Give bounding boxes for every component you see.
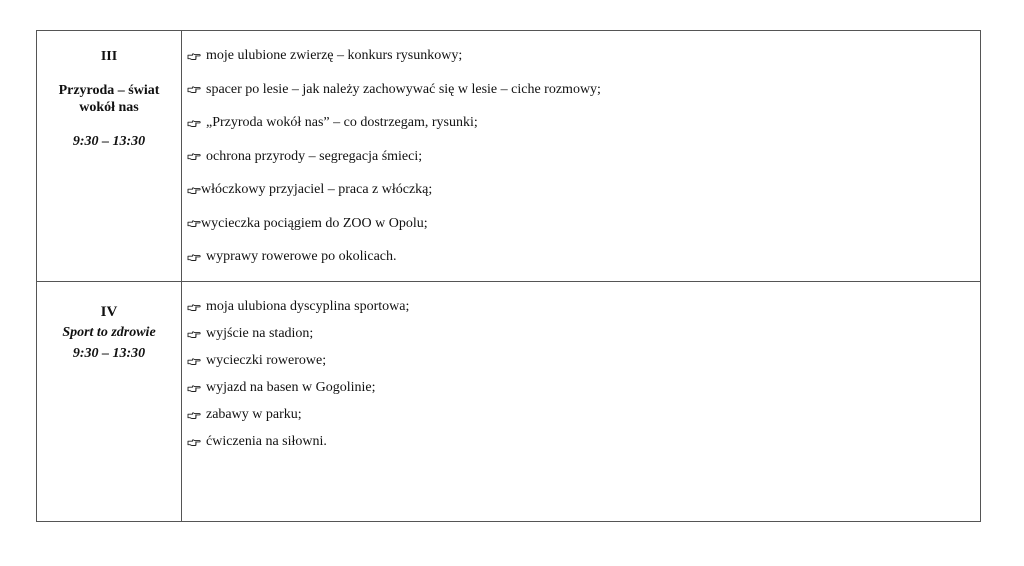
block-info-cell xyxy=(37,31,182,281)
pointing-hand-icon xyxy=(187,436,201,448)
activity-text: ćwiczenia na siłowni. xyxy=(206,434,327,449)
list-item xyxy=(187,148,975,165)
activity-text: wyjazd na basen w Gogolinie; xyxy=(206,380,376,395)
activity-text: wycieczka pociągiem do ZOO w Opolu; xyxy=(201,215,428,231)
activity-list xyxy=(187,298,975,460)
activity-text: wyprawy rowerowe po okolicach. xyxy=(206,249,397,264)
activity-text: „Przyroda wokół nas” – co dostrzegam, rysunki; xyxy=(206,115,478,130)
block-number: III xyxy=(100,49,118,64)
list-item xyxy=(187,352,975,369)
pointing-hand-icon xyxy=(187,251,201,263)
block-info-cell xyxy=(37,282,182,521)
pointing-hand-icon xyxy=(187,83,201,95)
activity-text: wycieczki rowerowe; xyxy=(206,353,327,368)
table-row xyxy=(37,31,980,282)
pointing-hand-icon xyxy=(187,382,201,394)
list-item xyxy=(187,379,975,396)
pointing-hand-icon xyxy=(187,184,201,196)
list-item xyxy=(187,181,975,198)
activity-text: włóczkowy przyjaciel – praca z włóczką; xyxy=(201,182,433,197)
pointing-hand-icon xyxy=(187,355,201,367)
block-theme: Sport to zdrowie xyxy=(62,325,156,340)
activity-list xyxy=(187,47,975,282)
pointing-hand-icon xyxy=(187,409,201,421)
list-item xyxy=(187,47,975,64)
activity-text: wyjście na stadion; xyxy=(206,326,314,341)
pointing-hand-icon xyxy=(187,217,201,229)
block-number: IV xyxy=(100,304,118,320)
pointing-hand-icon xyxy=(187,301,201,313)
activity-text: zabawy w parku; xyxy=(206,407,302,422)
block-hours: 9:30 – 13:30 xyxy=(72,346,146,361)
activity-text: spacer po lesie – jak należy zachowywać się w lesie – ciche rozmowy; xyxy=(206,81,601,97)
list-item xyxy=(187,325,975,342)
list-item xyxy=(187,81,975,98)
list-item xyxy=(187,433,975,450)
activity-text: moje ulubione zwierzę – konkurs rysunkowy; xyxy=(206,48,463,63)
list-item xyxy=(187,298,975,315)
activity-text: ochrona przyrody – segregacja śmieci; xyxy=(206,148,423,164)
pointing-hand-icon xyxy=(187,150,201,162)
pointing-hand-icon xyxy=(187,328,201,340)
list-item xyxy=(187,248,975,265)
block-theme: Przyroda – świat wokół nas xyxy=(58,83,160,115)
activity-text: moja ulubiona dyscyplina sportowa; xyxy=(206,299,410,314)
list-item xyxy=(187,215,975,232)
list-item xyxy=(187,406,975,423)
block-hours: 9:30 – 13:30 xyxy=(72,134,146,149)
activities-cell xyxy=(182,31,980,281)
activities-cell xyxy=(182,282,980,521)
schedule-table xyxy=(36,30,981,522)
list-item xyxy=(187,114,975,131)
table-row xyxy=(37,282,980,521)
pointing-hand-icon xyxy=(187,117,201,129)
pointing-hand-icon xyxy=(187,50,201,62)
